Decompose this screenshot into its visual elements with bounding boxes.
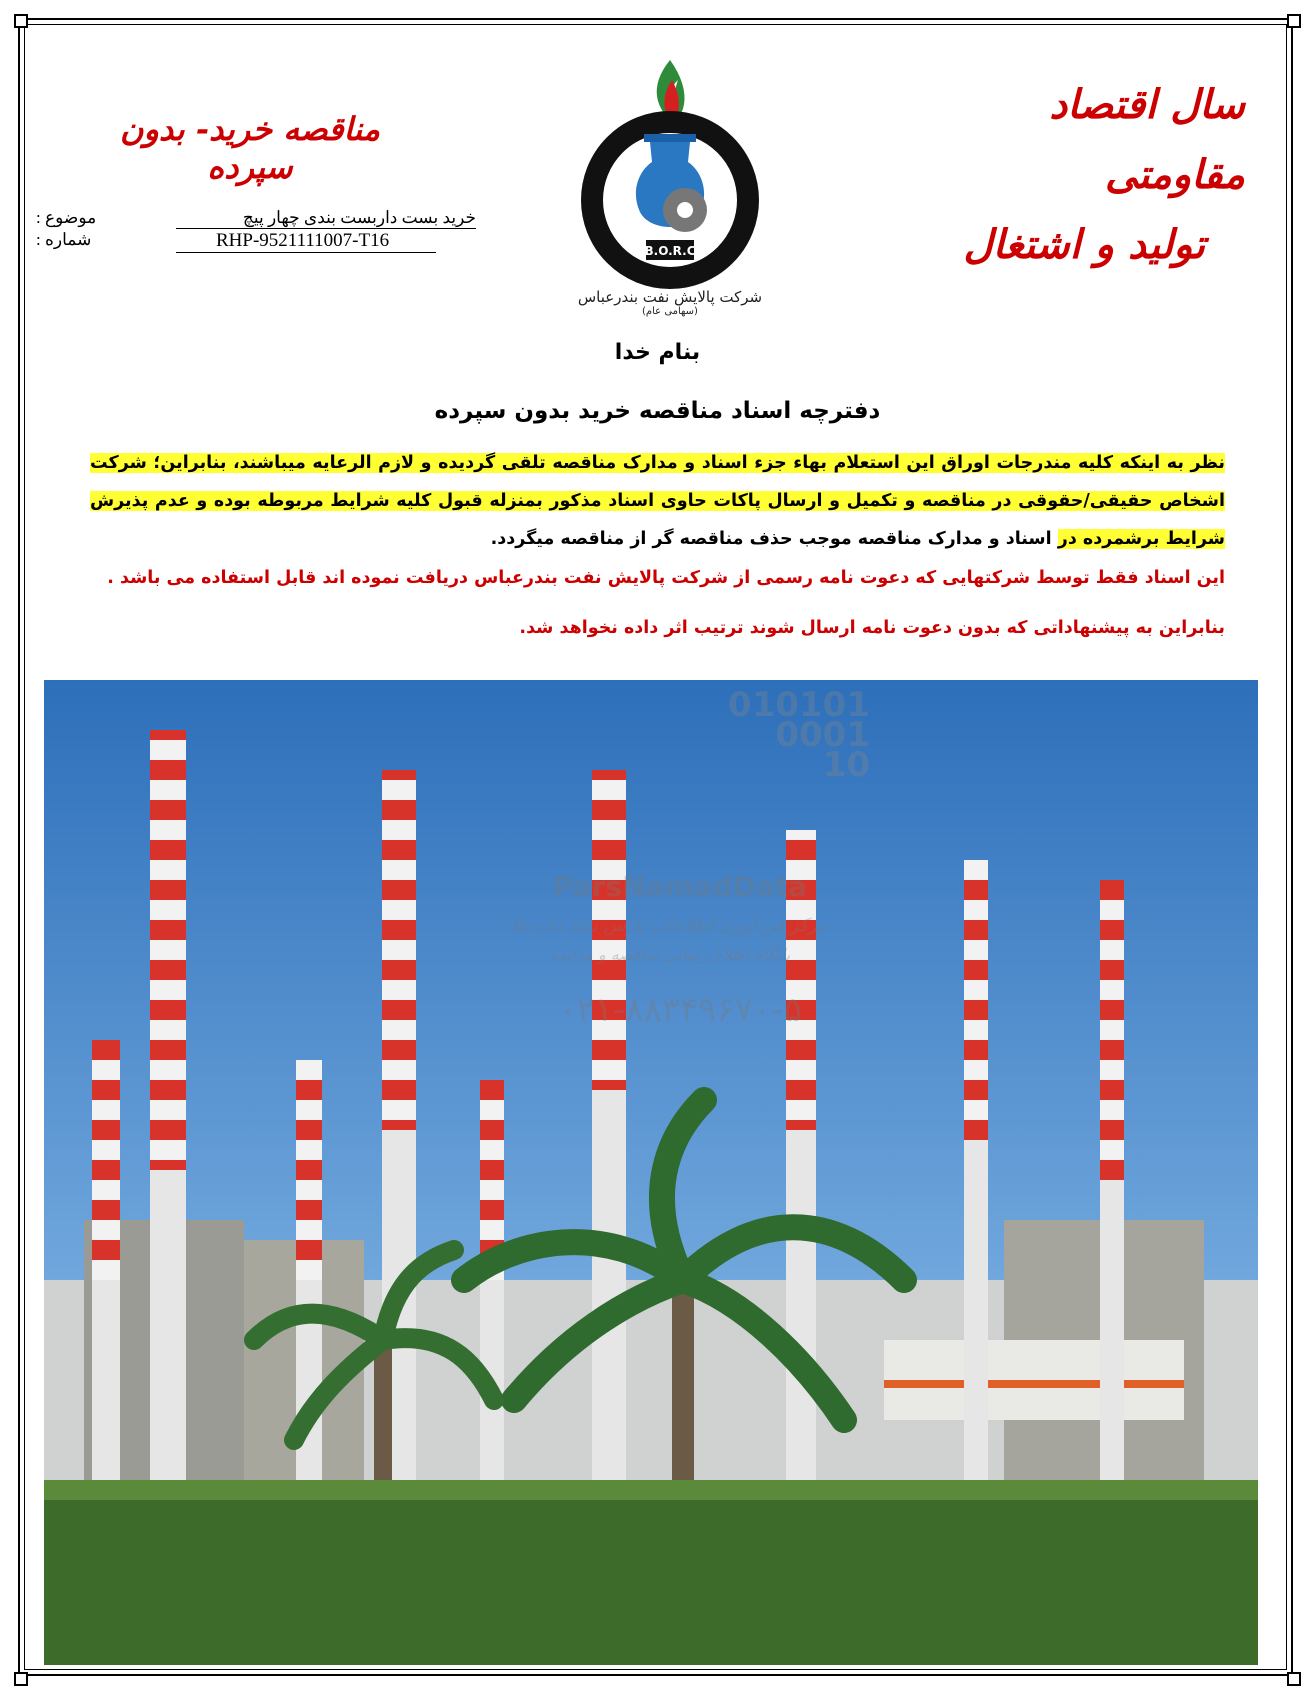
- refinery-emblem-icon: [560, 50, 780, 290]
- number-row: [36, 230, 476, 252]
- logo-company-type: (سهامی عام): [642, 306, 698, 317]
- watermark-digits: 010101 0001 10: [728, 685, 870, 785]
- logo-company-name: شرکت پالایش نفت بندرعباس: [577, 288, 763, 306]
- subject-row: [36, 208, 476, 230]
- document-meta: [36, 208, 476, 252]
- highlighted-terms: نظر به اینکه کلیه مندرجات اوراق این استعلام بهاء جزء اسناد و مدارک مناقصه تلقی گردیده و لازم الرعایه میباشند، بنابراین؛ شرکت اشخاص حقیقی/حقوقی در مناقصه و تکمیل و ارسال پاکات حاوی اسناد مذکور بمنزله قبول کلیه شرایط مربوطه بوده و عدم پذیرش شرایط برشمرده در: [90, 453, 1225, 549]
- cup-rim: [644, 134, 696, 142]
- corner-ornament: [1287, 1672, 1301, 1686]
- corner-ornament: [14, 14, 28, 28]
- terms-paragraph: [90, 444, 1225, 558]
- parsnamaddata-watermark: [470, 685, 870, 1030]
- company-logo: [560, 50, 780, 320]
- terms-conclusion: اسناد و مدارک مناقصه موجب حذف مناقصه گر از مناقصه میگردد.: [490, 529, 1052, 549]
- tender-type: مناقصه خرید- بدون سپرده: [119, 110, 381, 186]
- slogan-line-2: تولید و اشتغال: [963, 221, 1205, 268]
- corner-ornament: [1287, 14, 1301, 28]
- bismillah-heading: بنام خدا: [614, 340, 701, 365]
- corner-ornament: [14, 1672, 28, 1686]
- year-slogan: [925, 70, 1245, 280]
- watermark-line-1: مرکز فن آوری اطلاعات پارس نماد داده ها: [512, 915, 828, 936]
- subject-label: موضوع :: [36, 208, 97, 227]
- logo-abbr: B.O.R.C: [644, 244, 696, 258]
- notice-invitation-only: این اسناد فقط توسط شرکتهایی که دعوت نامه رسمی از شرکت پالایش نفت بندرعباس دریافت نموده اند قابل استفاده می باشد .: [107, 568, 1225, 588]
- notice-no-invitation: بنابراین به پیشنهاداتی که بدون دعوت نامه ارسال شوند ترتیب اثر داده نخواهد شد.: [519, 618, 1225, 638]
- watermark-brand: ParsNamadData: [553, 870, 807, 903]
- watermark-line-2: پایگاه اطلاع رسانی مناقصه و مزایده: [549, 945, 791, 964]
- number-value: RHP-9521111007-T16: [176, 230, 436, 253]
- watermark-phone: ۰۲۱-۸۸۳۴۹۶۷۰-۵: [558, 990, 802, 1030]
- number-label: شماره :: [36, 230, 92, 249]
- document-title: دفترچه اسناد مناقصه خرید بدون سپرده: [434, 398, 881, 424]
- slogan-line-1: سال اقتصاد مقاومتی: [1049, 81, 1245, 198]
- subject-value: خرید بست داربست بندی چهار پیچ: [176, 208, 476, 229]
